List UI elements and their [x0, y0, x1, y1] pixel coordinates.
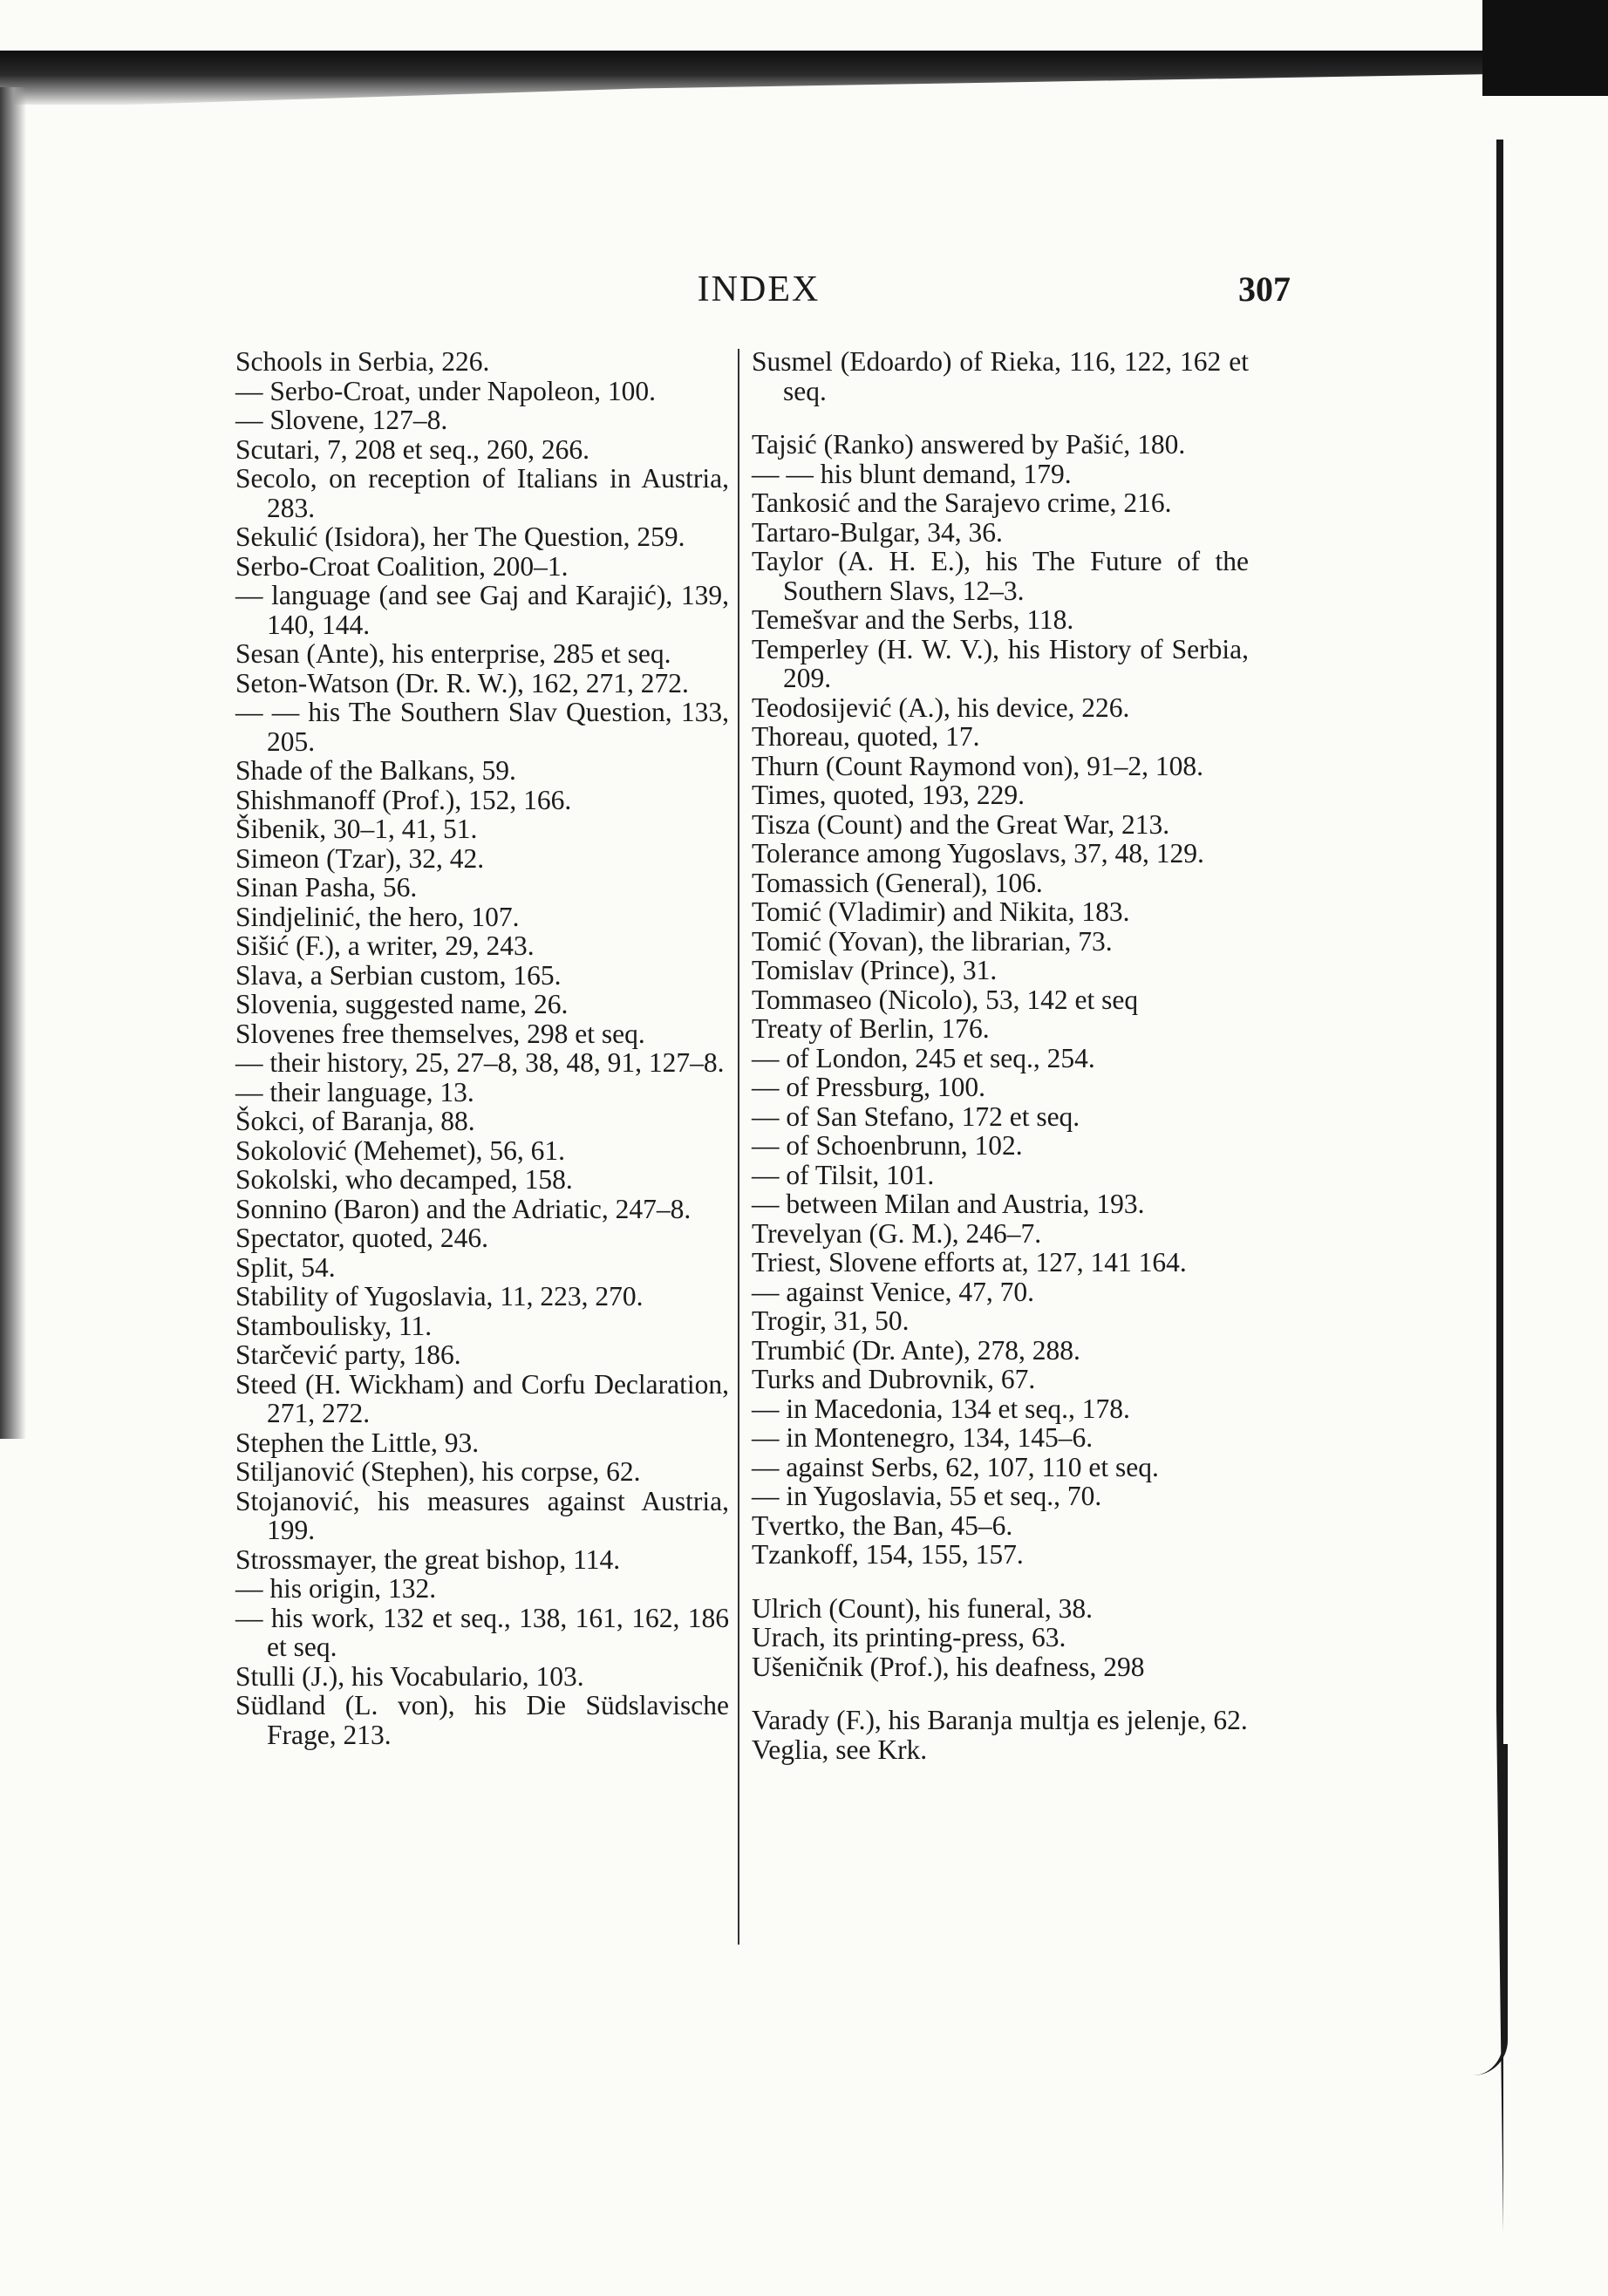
- index-entry: Seton-Watson (Dr. R. W.), 162, 271, 272.: [235, 667, 689, 698]
- index-entry: Šokci, of Baranja, 88.: [235, 1106, 475, 1136]
- index-entry: Tvertko, the Ban, 45–6.: [752, 1509, 1013, 1541]
- index-entry: — — his blunt demand, 179.: [752, 458, 1072, 489]
- index-column-left: [235, 347, 729, 1749]
- index-entry: — Slovene, 127–8.: [235, 405, 448, 435]
- column-divider: [738, 349, 739, 1945]
- index-entry: Stulli (J.), his Vocabulario, 103.: [235, 1660, 584, 1692]
- index-entry: Trevelyan (G. M.), 246–7.: [752, 1217, 1042, 1249]
- index-entry: Starčević party, 186.: [235, 1339, 461, 1370]
- index-entry: Šibenik, 30–1, 41, 51.: [235, 814, 478, 844]
- index-entry: Tommaseo (Nicolo), 53, 142 et seq: [752, 984, 1139, 1015]
- index-column-right: [752, 347, 1249, 1764]
- index-entry: — against Serbs, 62, 107, 110 et seq.: [752, 1451, 1159, 1482]
- index-entry: Slava, a Serbian custom, 165.: [235, 959, 562, 991]
- index-entry: Tzankoff, 154, 155, 157.: [752, 1539, 1024, 1570]
- index-entry: Tajsić (Ranko) answered by Pašić, 180.: [752, 429, 1186, 460]
- index-entry: Sokolski, who decamped, 158.: [235, 1164, 573, 1195]
- index-entry: Split, 54.: [235, 1251, 336, 1283]
- index-entry: Scutari, 7, 208 et seq., 260, 266.: [235, 433, 589, 465]
- index-entry: Sinan Pasha, 56.: [235, 872, 418, 903]
- index-entry: Tomassich (General), 106.: [752, 867, 1043, 898]
- index-entry: — his work, 132 et seq., 138, 161, 162, 186 et seq.: [235, 1602, 729, 1662]
- index-entry: — in Yugoslavia, 55 et seq., 70.: [752, 1481, 1102, 1511]
- page-title: INDEX: [697, 269, 821, 310]
- index-entry: Serbo-Croat Coalition, 200–1.: [235, 550, 569, 582]
- index-entry: Sonnino (Baron) and the Adriatic, 247–8.: [235, 1193, 692, 1224]
- index-entry: — of San Stefano, 172 et seq.: [752, 1100, 1080, 1132]
- index-entry: Simeon (Tzar), 32, 42.: [235, 842, 485, 874]
- index-entry: Stephen the Little, 93.: [235, 1427, 480, 1458]
- index-entry: Stiljanović (Stephen), his corpse, 62.: [235, 1456, 641, 1487]
- index-entry: Shade of the Balkans, 59.: [235, 755, 516, 786]
- index-entry: — of Pressburg, 100.: [752, 1072, 986, 1102]
- index-entry: Sišić (F.), a writer, 29, 243.: [235, 930, 535, 961]
- index-entry: Teodosijević (A.), his device, 226.: [752, 692, 1130, 723]
- index-entry: — of Schoenbrunn, 102.: [752, 1130, 1023, 1161]
- index-entry: Susmel (Edoardo) of Rieka, 116, 122, 162 et seq.: [752, 346, 1249, 406]
- index-entry: — language (and see Gaj and Karajić), 139, 140, 144.: [235, 580, 729, 640]
- index-entry: Thoreau, quoted, 17.: [752, 721, 980, 752]
- index-entry: Times, quoted, 193, 229.: [752, 780, 1025, 810]
- index-entry: Stojanović, his measures against Austria, 199.: [235, 1485, 729, 1545]
- index-entry: Tankosić and the Sarajevo crime, 216.: [752, 487, 1172, 518]
- index-entry: Tisza (Count) and the Great War, 213.: [752, 808, 1170, 840]
- index-entry: — Serbo-Croat, under Napoleon, 100.: [235, 375, 657, 406]
- index-entry: Temperley (H. W. V.), his History of Serbia, 209.: [752, 633, 1249, 693]
- index-entry: Sekulić (Isidora), her The Question, 259.: [235, 521, 685, 552]
- scan-top-edge: [0, 51, 1608, 105]
- index-entry: Sokolović (Mehemet), 56, 61.: [235, 1134, 565, 1166]
- index-entry: Stamboulisky, 11.: [235, 1310, 433, 1341]
- index-entry: Varady (F.), his Baranja multja es jelenje, 62.: [752, 1705, 1248, 1735]
- index-entry: Trumbić (Dr. Ante), 278, 288.: [752, 1334, 1080, 1366]
- index-entry: Steed (H. Wickham) and Corfu Declaration, 271, 272.: [235, 1368, 729, 1428]
- index-entry: Südland (L. von), his Die Südslavische Frage, 213.: [235, 1690, 729, 1750]
- index-entry: — in Macedonia, 134 et seq., 178.: [752, 1393, 1130, 1424]
- index-entry: Turks and Dubrovnik, 67.: [752, 1364, 1036, 1394]
- index-entry: Tolerance among Yugoslavs, 37, 48, 129.: [752, 838, 1204, 869]
- index-entry: Temešvar and the Serbs, 118.: [752, 604, 1074, 635]
- index-entry: Ulrich (Count), his funeral, 38.: [752, 1592, 1094, 1624]
- index-entry: Sesan (Ante), his enterprise, 285 et seq.: [235, 638, 671, 669]
- index-entry: Sindjelinić, the hero, 107.: [235, 901, 520, 932]
- index-entry: Slovenia, suggested name, 26.: [235, 989, 569, 1019]
- index-entry: Shishmanoff (Prof.), 152, 166.: [235, 784, 572, 815]
- index-entry: Spectator, quoted, 246.: [235, 1223, 489, 1253]
- index-entry: — in Montenegro, 134, 145–6.: [752, 1422, 1094, 1453]
- index-entry: Schools in Serbia, 226.: [235, 346, 490, 377]
- index-entry: Strossmayer, the great bishop, 114.: [235, 1543, 621, 1575]
- index-entry: — of London, 245 et seq., 254.: [752, 1042, 1095, 1073]
- index-entry: — between Milan and Austria, 193.: [752, 1189, 1145, 1219]
- index-entry: Stability of Yugoslavia, 11, 223, 270.: [235, 1281, 644, 1312]
- index-entry: Veglia, see Krk.: [752, 1734, 928, 1765]
- index-entry: — his origin, 132.: [235, 1573, 437, 1604]
- index-entry: — their language, 13.: [235, 1076, 474, 1107]
- index-entry: Triest, Slovene efforts at, 127, 141 164.: [752, 1247, 1187, 1277]
- index-entry: Tartaro-Bulgar, 34, 36.: [752, 516, 1003, 548]
- index-entry: — against Venice, 47, 70.: [752, 1276, 1034, 1307]
- index-entry: Ušeničnik (Prof.), his deafness, 298: [752, 1651, 1145, 1682]
- page-number: 307: [1238, 269, 1291, 309]
- scan-right-curve: [1465, 1744, 1508, 2075]
- index-entry: Thurn (Count Raymond von), 91–2, 108.: [752, 750, 1203, 781]
- index-entry: Tomić (Yovan), the librarian, 73.: [752, 925, 1113, 957]
- index-entry: Taylor (A. H. E.), his The Future of the Southern Slavs, 12–3.: [752, 546, 1249, 606]
- index-entry: Slovenes free themselves, 298 et seq.: [235, 1018, 645, 1049]
- index-entry: Urach, its printing-press, 63.: [752, 1622, 1066, 1652]
- index-entry: — of Tilsit, 101.: [752, 1159, 935, 1190]
- page-header: [0, 269, 1608, 321]
- scan-corner-shadow: [1482, 0, 1608, 96]
- index-entry: Tomić (Vladimir) and Nikita, 183.: [752, 896, 1130, 927]
- index-entry: Trogir, 31, 50.: [752, 1305, 910, 1336]
- index-entry: — — his The Southern Slav Question, 133, 205.: [235, 697, 729, 757]
- index-entry: Secolo, on reception of Italians in Austria, 283.: [235, 463, 729, 523]
- index-entry: Tomislav (Prince), 31.: [752, 955, 998, 985]
- index-entry: — their history, 25, 27–8, 38, 48, 91, 127–8.: [235, 1047, 725, 1078]
- index-entry: Treaty of Berlin, 176.: [752, 1013, 990, 1044]
